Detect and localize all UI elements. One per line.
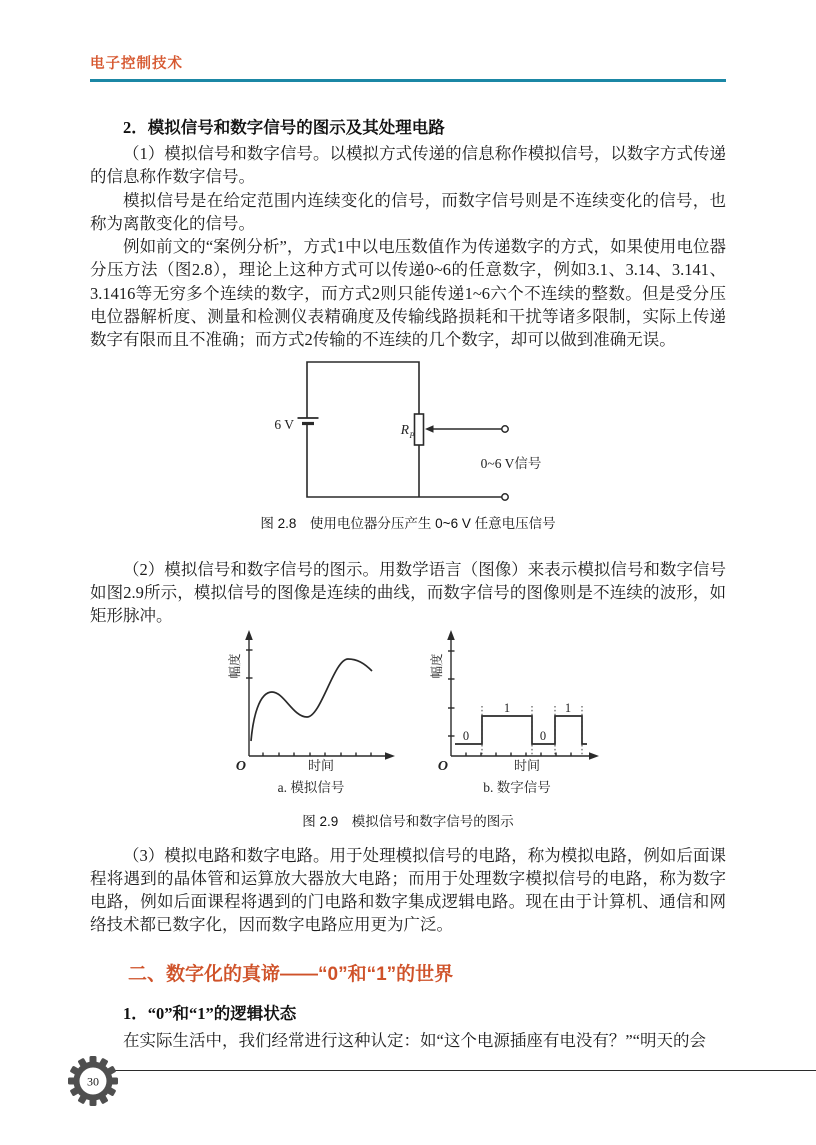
paragraph-signal-definition: （1）模拟信号和数字信号。以模拟方式传递的信息称作模拟信号，以数字方式传递的信息称作数字信号。: [90, 144, 726, 187]
x-axis-arrowhead: [385, 752, 395, 760]
page-number: 30: [87, 1074, 99, 1089]
digital-x-axis-label: 时间: [513, 757, 541, 773]
level-label-1: 1: [503, 700, 511, 715]
output-terminals: [481, 425, 542, 499]
signal-graphs: [90, 626, 726, 798]
circuit-diagram: [90, 358, 726, 503]
analog-signal-graph: [227, 630, 395, 795]
x-axis-arrowhead: [589, 752, 599, 760]
y-axis-arrowhead: [447, 630, 455, 640]
potentiometer-label: R: [400, 421, 409, 437]
figure-2-8-caption: 图 2.8 使用电位器分压产生 0~6 V 任意电压信号: [260, 515, 556, 531]
digital-origin-label: O: [437, 758, 448, 774]
page-header: [90, 52, 726, 82]
analog-curve: [251, 659, 372, 741]
battery-symbol: [274, 417, 318, 432]
analog-sub-caption: a. 模拟信号: [277, 779, 345, 795]
heading-logic-states: 1．“0”和“1”的逻辑状态: [123, 1003, 297, 1023]
digital-signal-graph: [429, 630, 599, 795]
footer-rule: [112, 1070, 816, 1071]
gear-svg: [68, 1056, 118, 1106]
level-label-0: 0: [462, 728, 470, 743]
output-signal-label: 0~6 V信号: [480, 455, 542, 471]
paragraph-logic-states-intro: 在实际生活中，我们经常进行这种认定：如“这个电源插座有电没有？”“明天的会: [123, 1030, 706, 1050]
figure-2-9-caption: 图 2.9 模拟信号和数字信号的图示: [302, 813, 514, 829]
potentiometer-label-subscript: P: [409, 430, 415, 440]
heading-signal-graphics: 2．模拟信号和数字信号的图示及其处理电路: [123, 118, 445, 137]
page-content: [90, 79, 726, 1052]
figure-2-9: [90, 626, 726, 831]
potentiometer-symbol: [400, 414, 434, 445]
digital-y-axis-label: 幅度: [430, 653, 444, 679]
section-heading-digital-world: 二、数字化的真谛——“0”和“1”的世界: [128, 963, 454, 985]
page-header-title: 电子控制技术: [90, 56, 183, 72]
digital-sub-caption: b. 数字信号: [483, 779, 551, 795]
analog-origin-label: O: [235, 758, 246, 774]
analog-y-axis-label: 幅度: [228, 653, 242, 679]
paragraph-continuous-vs-discrete: 模拟信号是在给定范围内连续变化的信号，而数字信号则是不连续变化的信号，也称为离散变化的信号。: [90, 190, 726, 233]
level-label-2: 0: [539, 728, 547, 743]
paragraph-circuits: （3）模拟电路和数字电路。用于处理模拟信号的电路，称为模拟电路，例如后面课程将遇到的晶体管和运算放大器放大电路；而用于处理数字模拟信号的电路，称为数字电路，例如后面课程将遇到的门电路和数字集成逻辑电路。现在由于计算机、通信和网络技术都已数字化，因而数字电路应用更为广泛。: [90, 845, 726, 935]
gear-icon: [68, 1056, 118, 1106]
square-wave: [455, 716, 587, 744]
paragraph-signal-graphics: （2）模拟信号和数字信号的图示。用数学语言（图像）来表示模拟信号和数字信号如图2.9所示，模拟信号的图像是连续的曲线，而数字信号的图像则是不连续的波形，如矩形脉冲。: [90, 559, 726, 626]
battery-voltage-label: 6 V: [274, 416, 294, 432]
figure-2-8: [90, 358, 726, 533]
y-axis-arrowhead: [245, 630, 253, 640]
level-label-3: 1: [564, 700, 572, 715]
wiper-arrowhead: [425, 425, 434, 432]
analog-x-axis-label: 时间: [307, 757, 335, 773]
paragraph-case-analysis-example: 例如前文的“案例分析”，方式1中以电压数值作为传递数字的方式，如果使用电位器分压方法（图2.8），理论上这种方式可以传递0~6的任意数字，例如3.1、3.14、3.141、3.1416等无穷多个连续的数字，而方式2则只能传递1~6六个不连续的整数。但是受分压电位器解析度、测量和检测仪表精确度及传输线路损耗和干扰等诸多限制，实际上传递数字有限而且不准确；而方式2传输的不连续的几个数字，却可以做到准确无误。: [90, 237, 726, 350]
